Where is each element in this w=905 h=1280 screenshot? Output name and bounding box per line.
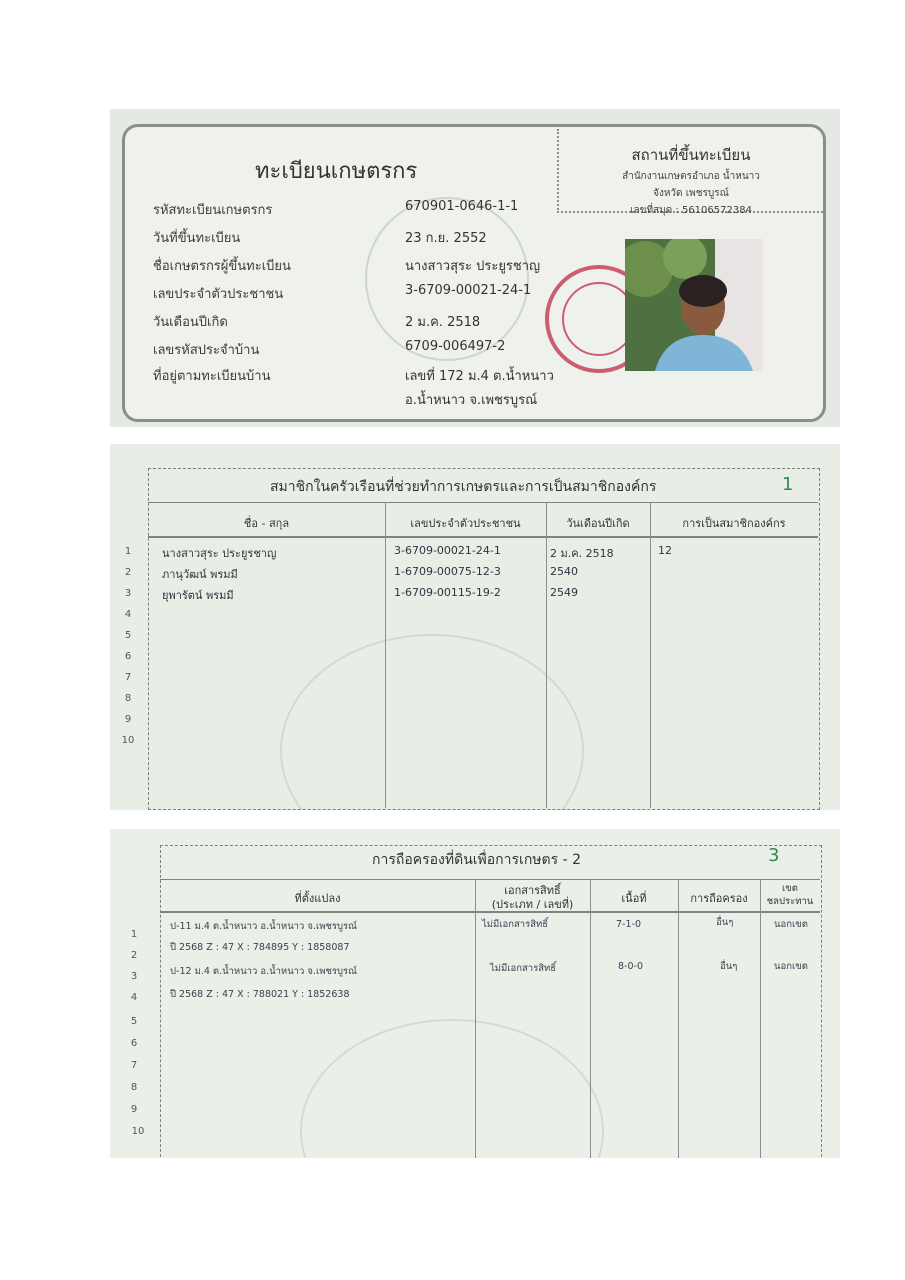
land-zone: นอกเขต: [774, 919, 808, 930]
header-location: ที่ตั้งแปลง: [294, 892, 341, 905]
col-divider: [590, 879, 591, 1158]
row-number: 2: [124, 567, 132, 578]
member-birth-date: 2540: [550, 565, 578, 578]
value-citizen-id: 3-6709-00021-24-1: [405, 283, 532, 298]
col-divider: [385, 502, 386, 808]
member-citizen-id: 1-6709-00115-19-2: [394, 586, 501, 599]
row-number: 4: [130, 992, 138, 1003]
row-number: 9: [130, 1104, 138, 1115]
header-birth-date: วันเดือนปีเกิด: [566, 517, 630, 530]
header-top-line: [160, 879, 820, 880]
row-number: 7: [124, 672, 132, 683]
header-org-membership: การเป็นสมาชิกองค์กร: [682, 517, 786, 530]
member-citizen-id: 3-6709-00021-24-1: [394, 544, 501, 557]
registration-place-box: [557, 129, 823, 216]
row-number: 1: [130, 929, 138, 940]
value-house-code: 6709-006497-2: [405, 339, 506, 354]
row-number: 5: [130, 1016, 138, 1027]
land-document: ไม่มีเอกสารสิทธิ์: [490, 963, 557, 974]
col-divider: [475, 879, 476, 1158]
farmer-registration-card: [122, 124, 826, 422]
label-farmer-code: รหัสทะเบียนเกษตรกร: [153, 203, 273, 218]
value-address: เลขที่ 172 ม.4 ต.น้ำหนาว: [405, 369, 554, 384]
header-bottom-line: [148, 536, 818, 538]
value-birth-date: 2 ม.ค. 2518: [405, 315, 481, 330]
header-name: ชื่อ - สกุล: [243, 517, 290, 530]
registration-province: จังหวัด เพชรบูรณ์: [653, 188, 729, 199]
watermark-seal: [365, 197, 532, 361]
value-farmer-name: นางสาวสุระ ประยูรชาญ: [405, 259, 541, 274]
member-citizen-id: 1-6709-00075-12-3: [394, 565, 501, 578]
row-number: 4: [124, 609, 132, 620]
row-number: 6: [124, 651, 132, 662]
header-area: เนื้อที่: [621, 892, 647, 905]
household-members-photo: [110, 444, 840, 810]
row-number: 9: [124, 714, 132, 725]
row-number: 10: [131, 1126, 145, 1137]
row-number: 1: [124, 546, 132, 557]
col-divider: [678, 879, 679, 1158]
land-coordinates: ปี 2568 Z : 47 X : 784895 Y : 1858087: [170, 942, 350, 953]
land-coordinates: ปี 2568 Z : 47 X : 788021 Y : 1852638: [170, 989, 350, 1000]
row-number: 6: [130, 1038, 138, 1049]
registration-office: สำนักงานเกษตรอำเภอ น้ำหนาว: [622, 171, 760, 182]
label-house-code: เลขรหัสประจำบ้าน: [153, 343, 260, 358]
row-number: 8: [124, 693, 132, 704]
land-area: 8-0-0: [618, 961, 643, 972]
land-area: 7-1-0: [616, 919, 641, 930]
label-citizen-id: เลขประจำตัวประชาชน: [153, 287, 284, 302]
registration-title: สถานที่ขึ้นทะเบียน: [631, 146, 751, 164]
header-holding: การถือครอง: [690, 892, 748, 905]
col-divider: [650, 502, 651, 808]
member-name: ยุพารัตน์ พรมมี: [162, 589, 234, 602]
land-holdings-photo: [110, 829, 840, 1158]
member-org: 12: [658, 544, 672, 557]
members-page-number: 1: [782, 474, 794, 495]
header-irrigation: ชลประทาน: [766, 896, 814, 907]
member-birth-date: 2549: [550, 586, 578, 599]
col-divider: [760, 879, 761, 1158]
header-top-line: [148, 502, 818, 503]
land-zone: นอกเขต: [774, 961, 808, 972]
value-address-line2: อ.น้ำหนาว จ.เพชรบูรณ์: [405, 393, 538, 408]
row-number: 2: [130, 950, 138, 961]
member-name: ภานุวัฒน์ พรมมี: [162, 568, 238, 581]
label-address: ที่อยู่ตามทะเบียนบ้าน: [153, 369, 271, 384]
header-zone: เขต: [782, 883, 798, 894]
members-title: สมาชิกในครัวเรือนที่ช่วยทำการเกษตรและการเป็นสมาชิกองค์กร: [270, 479, 657, 495]
registration-book-number: เลขที่สมุด : 56106572384: [630, 205, 752, 216]
land-location: ป-11 ม.4 ต.น้ำหนาว อ.น้ำหนาว จ.เพชรบูรณ์: [170, 921, 357, 932]
card-title: ทะเบียนเกษตรกร: [255, 159, 418, 184]
member-name: นางสาวสุระ ประยูรชาญ: [162, 547, 277, 560]
label-farmer-name: ชื่อเกษตรกรผู้ขึ้นทะเบียน: [153, 259, 291, 274]
header-doc-type: เอกสารสิทธิ์: [504, 884, 561, 897]
member-birth-date: 2 ม.ค. 2518: [550, 547, 614, 560]
land-holding: อื่นๆ: [720, 961, 738, 972]
row-number: 3: [124, 588, 132, 599]
row-number: 8: [130, 1082, 138, 1093]
land-location: ป-12 ม.4 ต.น้ำหนาว อ.น้ำหนาว จ.เพชรบูรณ์: [170, 966, 357, 977]
farmer-card-photo: [110, 109, 840, 427]
farmer-photo: [625, 239, 763, 371]
land-page-number: 3: [768, 845, 780, 866]
label-register-date: วันที่ขึ้นทะเบียน: [153, 231, 241, 246]
label-birth-date: วันเดือนปีเกิด: [153, 315, 228, 330]
header-doc-number: (ประเภท / เลขที่): [491, 898, 574, 911]
row-number: 5: [124, 630, 132, 641]
value-farmer-code: 670901-0646-1-1: [405, 199, 519, 214]
land-holding: อื่นๆ: [716, 917, 734, 928]
land-title: การถือครองที่ดินเพื่อการเกษตร - 2: [372, 852, 582, 868]
row-number: 10: [121, 735, 135, 746]
portrait-image: [625, 239, 763, 371]
col-divider: [546, 502, 547, 808]
row-number: 7: [130, 1060, 138, 1071]
value-register-date: 23 ก.ย. 2552: [405, 231, 487, 246]
land-document: ไม่มีเอกสารสิทธิ์: [482, 919, 549, 930]
row-number: 3: [130, 971, 138, 982]
header-citizen-id: เลขประจำตัวประชาชน: [410, 517, 521, 530]
